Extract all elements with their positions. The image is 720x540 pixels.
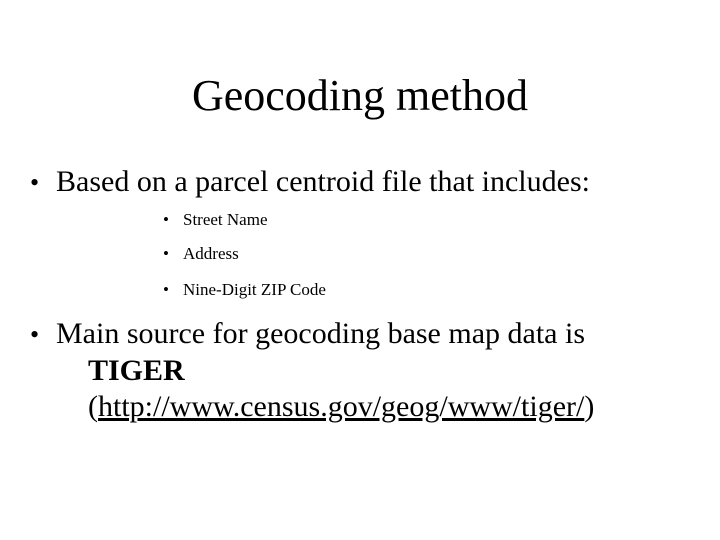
bullet-icon: • (163, 210, 169, 229)
close-paren: ) (584, 390, 595, 423)
sub-bullet-item (163, 243, 239, 265)
sub-bullet-text: Street Name (183, 210, 268, 229)
sub-bullet-text: Address (183, 244, 239, 263)
link-line (30, 389, 690, 425)
bullet-icon: • (30, 320, 40, 349)
bullet-item (30, 316, 690, 425)
bullet-icon: • (163, 280, 169, 299)
tiger-label: TIGER (88, 354, 185, 387)
open-paren: ( (88, 390, 98, 423)
bullet-text: Based on a parcel centroid file that includes: (56, 165, 590, 198)
tiger-link[interactable]: http://www.census.gov/geog/www/tiger/ (98, 390, 585, 423)
bullet-icon: • (163, 244, 169, 263)
bullet-item (30, 164, 590, 201)
bullet-text: Main source for geocoding base map data is (56, 317, 585, 350)
sub-bullet-text: Nine-Digit ZIP Code (183, 280, 326, 299)
sub-bullet-item (163, 279, 326, 301)
slide-title: Geocoding method (191, 71, 529, 120)
sub-bullet-item (163, 209, 268, 231)
bullet-icon: • (30, 168, 40, 197)
